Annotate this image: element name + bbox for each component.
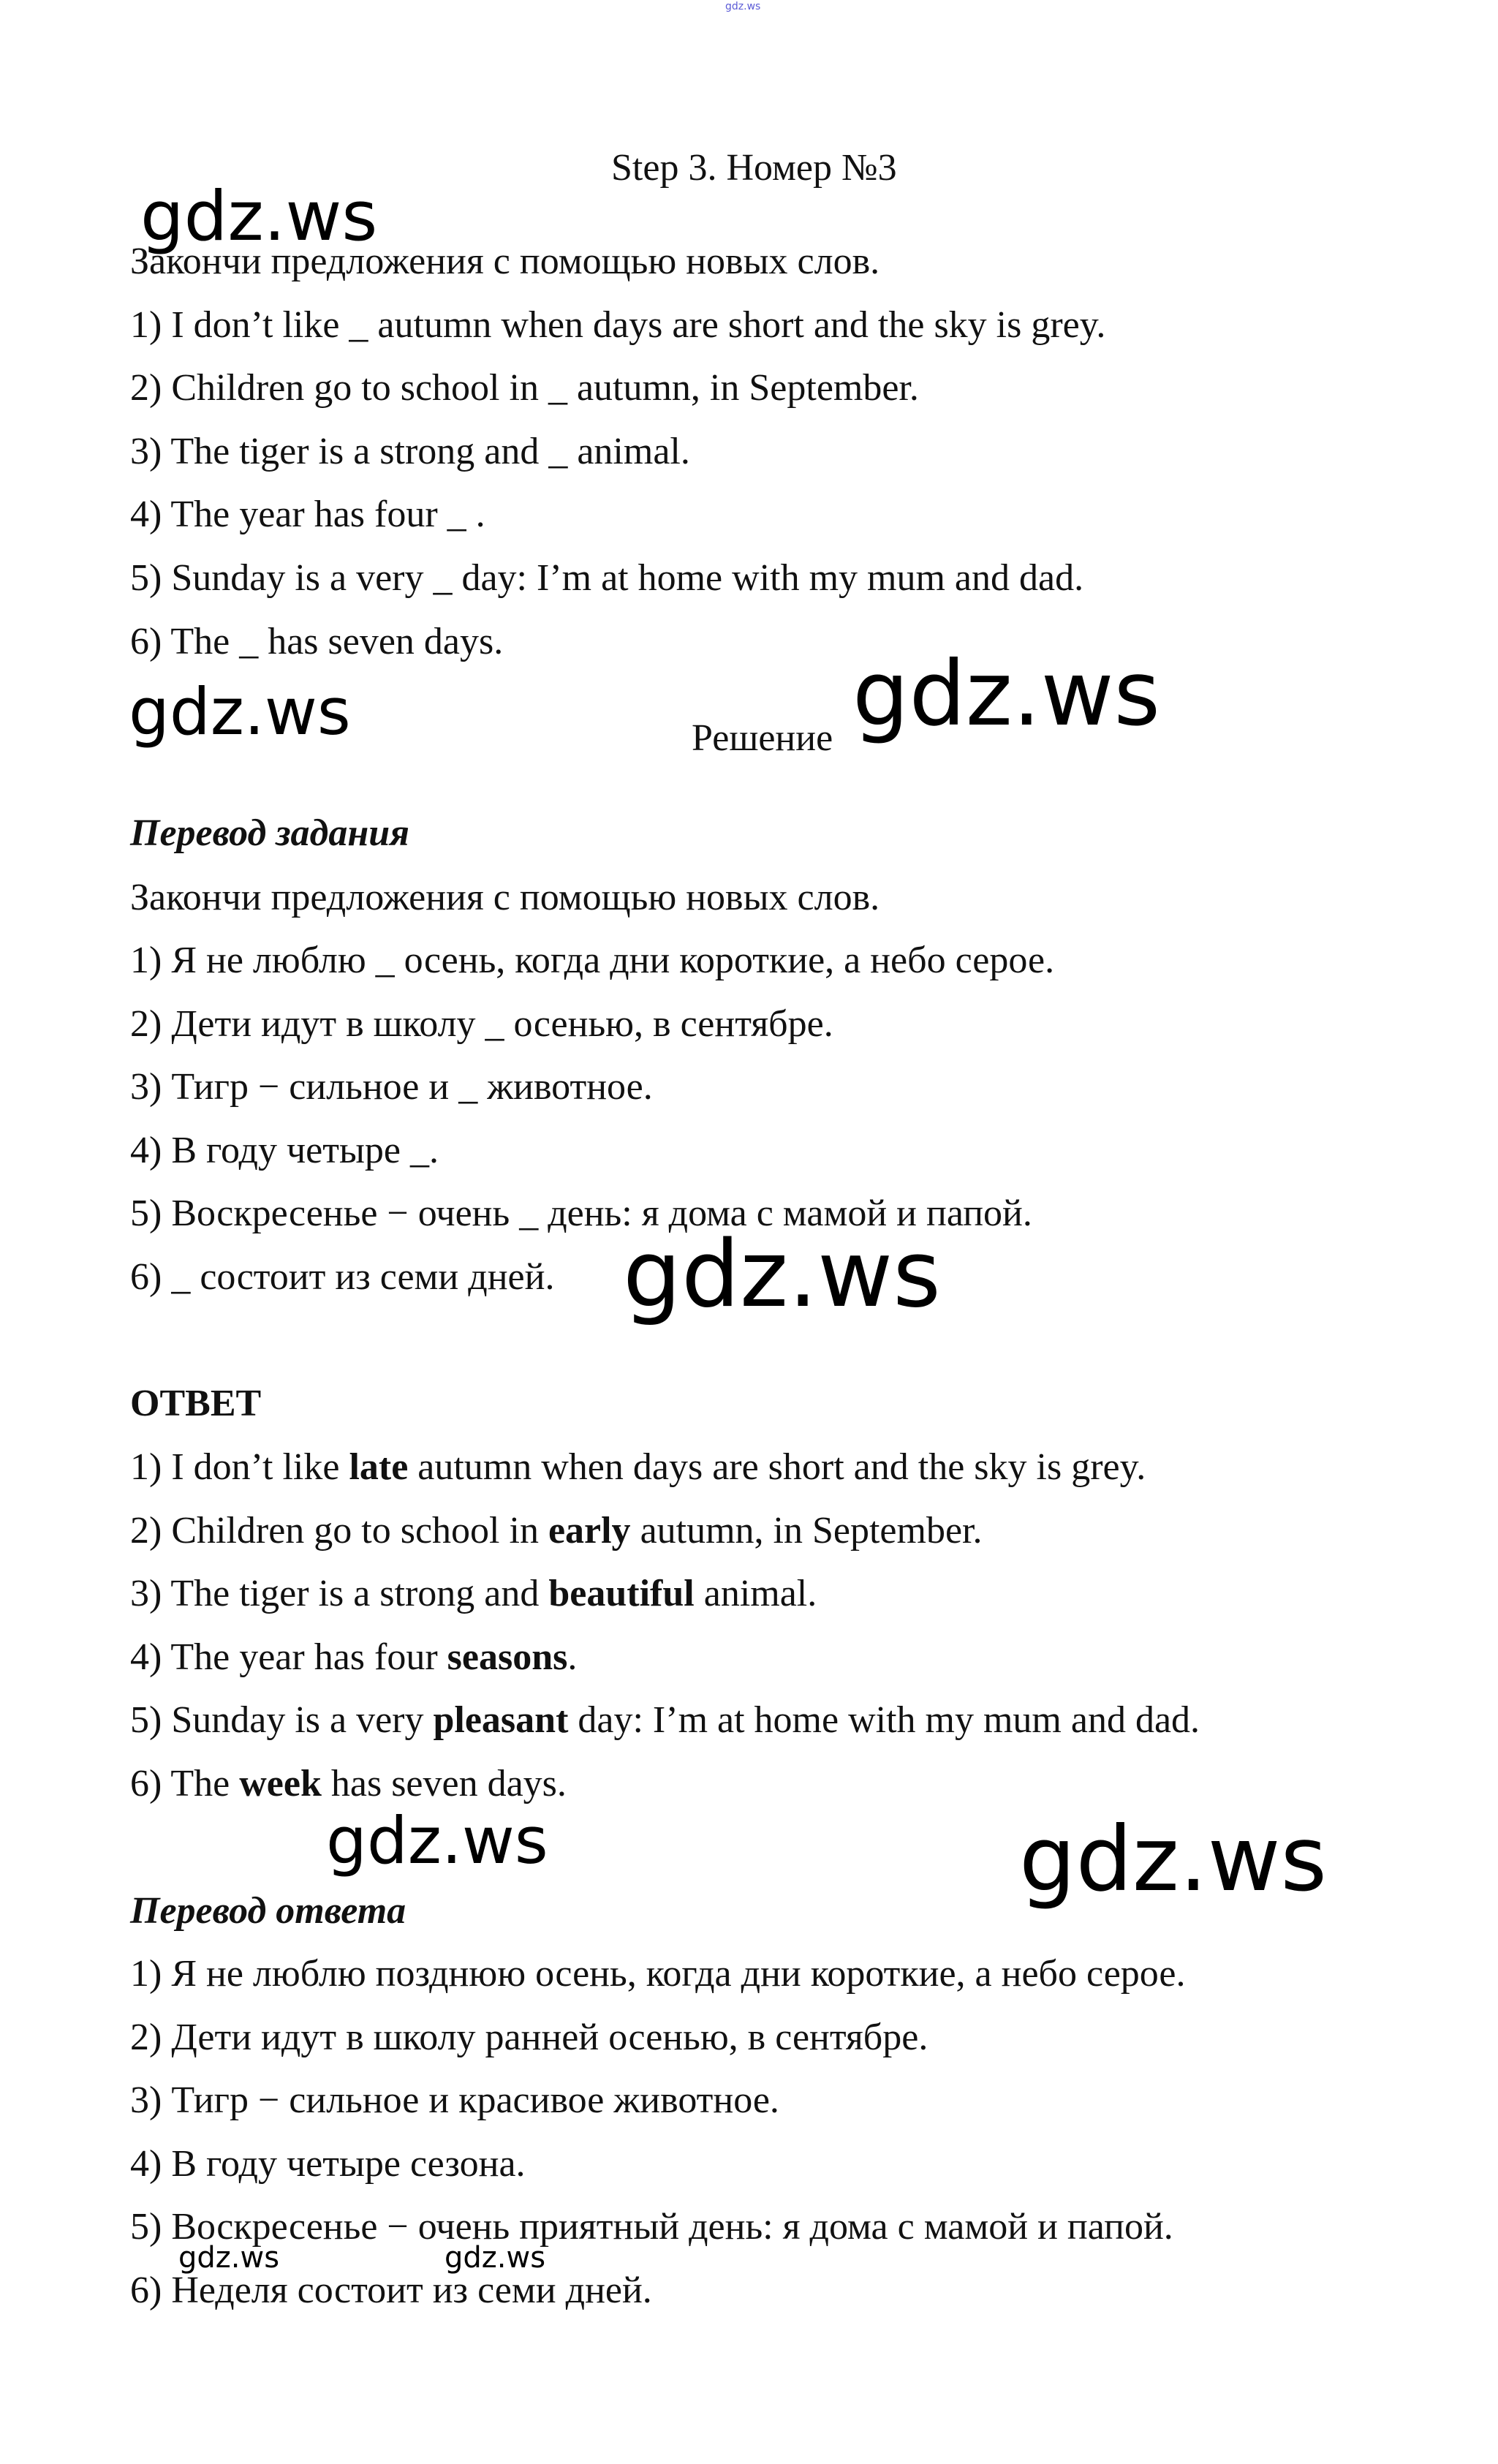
watermark-top: gdz.ws — [725, 1, 761, 12]
page-title: Step 3. Номер №3 — [611, 147, 897, 189]
translation-item-3: 3) Тигр − сильное и _ животное. — [130, 1066, 653, 1108]
answer-translation-heading: Перевод ответа — [130, 1890, 406, 1932]
task-item-2: 2) Children go to school in _ autumn, in September. — [130, 367, 919, 409]
solution-label: Решение — [692, 717, 833, 759]
answer-word: late — [349, 1446, 409, 1488]
translation-item-2: 2) Дети идут в школу _ осенью, в сентябре. — [130, 1003, 833, 1045]
answer-item-2: 2) Children go to school in early autumn, in September. — [130, 1510, 983, 1552]
watermark-5: gdz.ws — [326, 1803, 548, 1878]
task-item-5: 5) Sunday is a very _ day: I’m at home with my mum and dad. — [130, 557, 1084, 599]
answer-item-6: 6) The week has seven days. — [130, 1763, 567, 1804]
answer-translation-item-5: 5) Воскресенье − очень приятный день: я дома с мамой и папой. — [130, 2206, 1173, 2248]
watermark-3: gdz.ws — [852, 642, 1161, 746]
translation-item-5: 5) Воскресенье − очень _ день: я дома с мамой и папой. — [130, 1193, 1032, 1234]
watermark-7: gdz.ws — [178, 2241, 280, 2275]
answer-translation-item-3: 3) Тигр − сильное и красивое животное. — [130, 2079, 779, 2121]
watermark-6: gdz.ws — [1019, 1807, 1328, 1911]
answer-word: seasons — [447, 1636, 568, 1678]
translation-item-4: 4) В году четыре _. — [130, 1130, 439, 1171]
answer-word: early — [548, 1510, 631, 1552]
answer-word: beautiful — [548, 1573, 695, 1614]
task-item-3: 3) The tiger is a strong and _ animal. — [130, 431, 690, 472]
answer-translation-item-2: 2) Дети идут в школу ранней осенью, в сентябре. — [130, 2017, 928, 2058]
task-instruction: Закончи предложения с помощью новых слов. — [130, 241, 880, 282]
task-item-6: 6) The _ has seven days. — [130, 621, 504, 662]
translation-item-6: 6) _ состоит из семи дней. — [130, 1256, 555, 1298]
translation-item-1: 1) Я не люблю _ осень, когда дни короткие, а небо серое. — [130, 940, 1055, 981]
answer-heading: ОТВЕТ — [130, 1383, 262, 1424]
answer-word: pleasant — [433, 1699, 569, 1741]
watermark-4: gdz.ws — [623, 1220, 941, 1328]
translation-heading: Перевод задания — [130, 812, 409, 854]
answer-item-5: 5) Sunday is a very pleasant day: I’m at home with my mum and dad. — [130, 1699, 1200, 1741]
translation-instruction: Закончи предложения с помощью новых слов. — [130, 877, 880, 918]
answer-translation-item-6: 6) Неделя состоит из семи дней. — [130, 2270, 652, 2311]
task-item-1: 1) I don’t like _ autumn when days are short and the sky is grey. — [130, 304, 1106, 346]
answer-item-3: 3) The tiger is a strong and beautiful animal. — [130, 1573, 817, 1614]
watermark-2: gdz.ws — [129, 674, 351, 749]
task-item-4: 4) The year has four _ . — [130, 494, 485, 535]
answer-translation-item-4: 4) В году четыре сезона. — [130, 2143, 526, 2185]
answer-item-4: 4) The year has four seasons. — [130, 1636, 578, 1678]
watermark-1: gdz.ws — [140, 177, 378, 257]
answer-word: week — [239, 1763, 322, 1804]
answer-item-1: 1) I don’t like late autumn when days are short and the sky is grey. — [130, 1446, 1146, 1488]
watermark-8: gdz.ws — [445, 2241, 546, 2275]
answer-translation-item-1: 1) Я не люблю позднюю осень, когда дни короткие, а небо серое. — [130, 1953, 1186, 1995]
